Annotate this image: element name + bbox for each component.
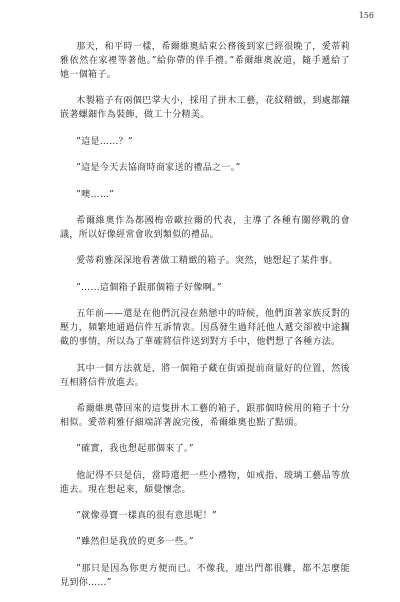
dialogue-line: ”這是今天去協商時商家送的禮品之一。” [76, 163, 241, 174]
paragraph: 五年前——還是在他們沉浸在熱戀中的時候，他們頂著家族反對的壓力，頻繁地通過信件互訴情衷。因爲發生過拜託他人遞交卻被中途攔截的事情，所以為了華確將信件送到對方手中，他們想了各種方法。 [60, 309, 350, 348]
dialogue-line: ”那只是因為你更方便而已。不像我，連出門都很難，都不怎麼能見到你……” [60, 563, 350, 588]
paragraph: 希爾維奧帶回來的這隻拼木工藝的箱子，跟那個時候用的箱子十分相似。愛蒂莉雅仔細端詳著說完後，希爾維奧也點了點頭。 [60, 403, 350, 428]
dialogue-line: ”這是……？” [76, 136, 133, 147]
paragraph: 其中一個方法就是，將一個箱子藏在街頭提前商量好的位置，然後互相將信件放進去。 [60, 363, 350, 388]
dialogue-line: ”……這個箱子跟那個箱子好像啊。” [76, 282, 222, 293]
dialogue-line: ”就像尋寶一樣真的很有意思呢！” [76, 511, 217, 522]
paragraph: 希爾維奧作為都國梅帝歐拉爾的代表，主導了各種有關停戰的會議，所以好像經常會收到類似的禮品。 [60, 215, 350, 240]
paragraph: 他記得不只是信，當時還把一些小禮物，如戒指、玻璃工藝品等放進去。現在想起來，頗覺懷念。 [60, 470, 350, 495]
dialogue-line: ”噢……” [76, 189, 115, 200]
document-body [60, 40, 350, 602]
paragraph: 那天，和平時一樣，希爾維奧結束公務後到家已經很晚了，愛蒂莉雅依然在家裡等著他。”給你帶的伴手禮。”希爾維奧說道，隨手遞給了她一個箱子。 [60, 42, 350, 80]
paragraph: 愛蒂莉雅深深地看著做工精緻的箱子。突然，她想起了某件事。 [76, 256, 338, 267]
dialogue-line: ”確實，我也想起那個來了。” [76, 444, 194, 455]
dialogue-line: ”雖然但是我放的更多一些。” [76, 537, 194, 548]
paragraph: 木製箱子有兩個巴掌大小，採用了拼木工藝，花紋精緻，到處都鑲嵌著螺鈿作為裝飾，做工十分精美。 [60, 96, 350, 121]
page-number: 156 [358, 11, 374, 20]
